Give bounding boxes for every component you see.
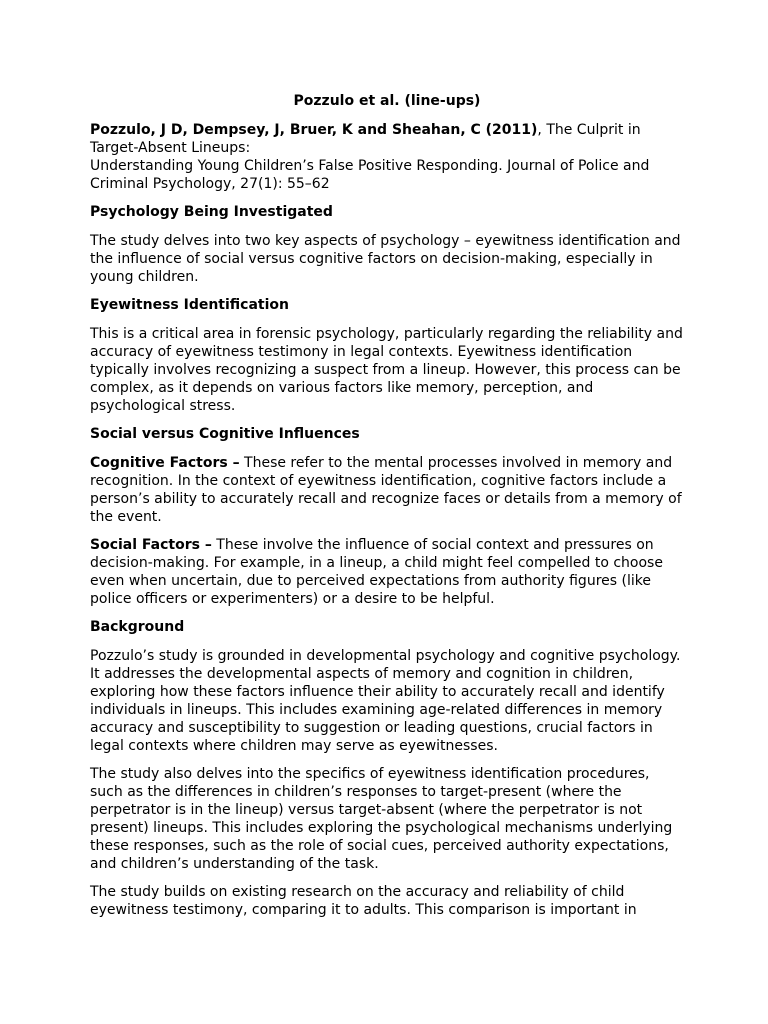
document-page	[90, 92, 684, 929]
heading-psychology: Psychology Being Investigated	[90, 204, 333, 220]
citation-title-line2: Understanding Young Children’s False Positive Responding. Journal of Police and Criminal Psychology, 27(1): 55–62	[90, 158, 650, 192]
social-factors-body: These involve the influence of social context and pressures on decision-making. For example, in a lineup, a child might feel compelled to choose even when uncertain, due to perceived expectations from authority figures (like police officers or experimenters) or a desire to be helpful.	[90, 537, 663, 607]
cognitive-factors-body: These refer to the mental processes involved in memory and recognition. In the context of eyewitness identification, cognitive factors include a person’s ability to accurately recall and recognize faces or details from a memory of the event.	[90, 455, 682, 525]
paragraph-background-1: Pozzulo’s study is grounded in developmental psychology and cognitive psychology. It addresses the developmental aspects of memory and cognition in children, exploring how these factors influence their ability to accurately recall and identify individuals in lineups. This includes examining age-related differences in memory accuracy and susceptibility to suggestion or leading questions, crucial factors in legal contexts where children may serve as eyewitnesses.	[90, 648, 681, 754]
paragraph-social-factors	[90, 536, 684, 608]
document-title: Pozzulo et al. (line-ups)	[293, 93, 481, 109]
paragraph-eyewitness: This is a critical area in forensic psychology, particularly regarding the reliability and accuracy of eyewitness testimony in legal contexts. Eyewitness identification typically involves recognizing a suspect from a lineup. However, this process can be complex, as it depends on various factors like memory, perception, and psychological stress.	[90, 326, 683, 414]
heading-social-cognitive: Social versus Cognitive Influences	[90, 426, 360, 442]
paragraph-background-2: The study also delves into the specifics of eyewitness identification procedures, such as the differences in children’s responses to target-present (where the perpetrator is in the lineup) versus target-absent (where the perpetrator is not present) lineups. This includes exploring the psychological mechanisms underlying these responses, such as the role of social cues, perceived authority expectations, and children’s understanding of the task.	[90, 766, 673, 872]
citation	[90, 121, 684, 193]
heading-eyewitness: Eyewitness Identification	[90, 297, 289, 313]
heading-background: Background	[90, 619, 185, 635]
citation-authors: Pozzulo, J D, Dempsey, J, Bruer, K and Sheahan, C (2011)	[90, 122, 538, 138]
citation-title-line1: , The Culprit in Target-Absent Lineups:	[90, 122, 641, 156]
cognitive-factors-label: Cognitive Factors –	[90, 455, 240, 471]
social-factors-label: Social Factors –	[90, 537, 212, 553]
paragraph-psychology: The study delves into two key aspects of psychology – eyewitness identification and the influence of social versus cognitive factors on decision-making, especially in young children.	[90, 233, 681, 285]
paragraph-background-3: The study builds on existing research on the accuracy and reliability of child eyewitness testimony, comparing it to adults. This comparison is important in	[90, 884, 637, 918]
paragraph-cognitive-factors	[90, 454, 684, 526]
